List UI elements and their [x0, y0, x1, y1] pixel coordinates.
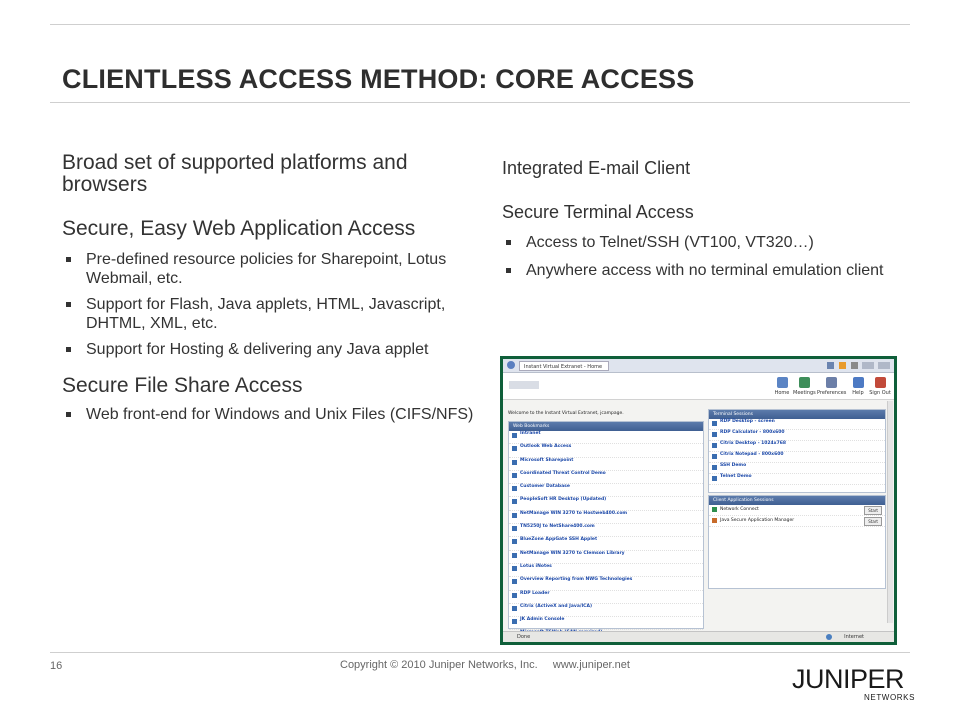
bookmark-link[interactable]: RDP Calculator - 800x600	[720, 430, 785, 435]
bullet-web-frontend: Web front-end for Windows and Unix Files (CIFS/NFS)	[62, 405, 481, 424]
copyright-text: Copyright © 2010 Juniper Networks, Inc. www.juniper.net	[340, 659, 630, 671]
bullet-marker	[66, 302, 71, 307]
terminal-session-row	[709, 430, 885, 441]
terminal-session-row	[709, 441, 885, 452]
feed-icon	[839, 362, 846, 369]
bookmark-row	[509, 564, 703, 577]
bookmark-icon	[512, 526, 517, 531]
bookmark-icon	[712, 476, 717, 481]
juniper-logo	[790, 658, 915, 704]
logo-wordmark: JUNIPER	[792, 664, 905, 694]
bookmark-icon	[512, 606, 517, 611]
bullet-marker	[66, 347, 71, 352]
bookmark-link[interactable]: NetManage WIN 3270 to Hostweb400.com	[520, 510, 628, 516]
client-app-row	[709, 505, 885, 516]
bookmark-link[interactable]: JK Admin Console	[520, 617, 565, 623]
browser-window	[503, 359, 894, 642]
left-heading-webapp: Secure, Easy Web Application Access	[62, 217, 416, 240]
bookmark-row	[509, 604, 703, 617]
bookmark-icon	[512, 446, 517, 451]
bullet-marker	[66, 412, 71, 417]
bookmark-icon	[712, 432, 717, 437]
bookmark-icon	[512, 433, 517, 438]
bullet-no-emulation: Anywhere access with no terminal emulation client	[502, 261, 886, 280]
home-nav-icon	[777, 377, 788, 388]
title-rule	[50, 102, 910, 103]
bookmark-icon	[712, 443, 717, 448]
start-button[interactable]: Start	[864, 517, 882, 526]
bookmark-icon	[512, 566, 517, 571]
bookmark-icon	[512, 579, 517, 584]
bookmark-row	[509, 484, 703, 497]
bookmark-link[interactable]: Citrix (ActiveX and Java/ICA)	[520, 603, 593, 609]
client-app-name[interactable]: Java Secure Application Manager	[720, 518, 795, 523]
bullet-resource-policies: Pre-defined resource policies for Sharepoint, Lotus Webmail, etc.	[62, 250, 466, 288]
bookmark-icon	[712, 454, 717, 459]
bookmark-link[interactable]: Overview Reporting from NWG Technologies	[520, 577, 633, 583]
bookmark-row	[509, 444, 703, 457]
bookmark-link[interactable]: NetManage WIN 3270 to Clemson Library	[520, 550, 625, 556]
footer-rule	[50, 652, 910, 653]
bookmark-link[interactable]: RDP Desktop - screen	[720, 419, 775, 424]
globe-icon	[826, 634, 832, 640]
slide-title: CLIENTLESS ACCESS METHOD: CORE ACCESS	[62, 64, 695, 94]
bookmark-icon	[512, 473, 517, 478]
client-app-row	[709, 516, 885, 527]
nav-meetings[interactable]: Meetings	[793, 377, 815, 396]
bookmark-link[interactable]: Intranet	[520, 431, 541, 436]
meetings-icon	[799, 377, 810, 388]
tools-menu-icon	[878, 362, 890, 369]
bookmark-icon	[512, 553, 517, 558]
terminal-sessions-panel	[708, 409, 886, 493]
bookmark-icon	[512, 593, 517, 598]
left-column	[62, 151, 474, 424]
client-apps-panel	[708, 495, 886, 589]
logo-subword: NETWORKS	[864, 693, 915, 702]
browser-tab[interactable]: Instant Virtual Extranet - Home	[519, 361, 609, 371]
bullet-marker	[506, 268, 511, 273]
bookmark-row	[509, 617, 703, 630]
scrollbar[interactable]	[887, 401, 893, 623]
bookmark-link[interactable]: RDP Loader	[520, 590, 550, 596]
bookmark-row	[509, 591, 703, 604]
bookmark-icon	[512, 486, 517, 491]
start-button[interactable]: Start	[864, 506, 882, 515]
bookmark-icon	[712, 421, 717, 426]
page-number: 16	[50, 660, 63, 672]
bookmark-link[interactable]: Citrix Notepad - 800x600	[720, 452, 784, 457]
bookmark-link[interactable]: Customer Database	[520, 484, 570, 490]
bookmark-icon	[512, 499, 517, 504]
bookmark-link[interactable]: PeopleSoft HR Desktop (Updated)	[520, 497, 607, 503]
bookmark-link[interactable]: Lotus iNotes	[520, 563, 552, 569]
right-heading-email: Integrated E-mail Client	[502, 158, 691, 178]
bookmark-link[interactable]: BlueZone AppGate SSH Applet	[520, 537, 598, 543]
browser-icon	[507, 361, 515, 369]
welcome-message: Welcome to the Instant Virtual Extranet, jcampage.	[508, 411, 624, 416]
web-bookmarks-list	[509, 431, 703, 642]
bookmark-link[interactable]: Microsoft Sharepoint	[520, 457, 574, 463]
terminal-session-row	[709, 474, 885, 485]
portal-header	[503, 373, 894, 400]
preferences-icon	[826, 377, 837, 388]
nav-preferences[interactable]: Preferences	[817, 377, 845, 396]
browser-status-bar: Done Internet	[503, 631, 894, 642]
left-heading-fileshare: Secure File Share Access	[62, 374, 303, 397]
help-icon	[853, 377, 864, 388]
bookmark-row	[509, 577, 703, 590]
bookmark-icon	[512, 539, 517, 544]
bookmark-row	[509, 458, 703, 471]
nav-help[interactable]: Help	[847, 377, 869, 396]
juniper-logo-small	[509, 381, 539, 389]
bookmark-row	[509, 551, 703, 564]
bookmark-row	[509, 537, 703, 550]
web-bookmarks-panel	[508, 421, 704, 629]
bookmark-icon	[512, 460, 517, 465]
home-icon	[827, 362, 834, 369]
portal-screenshot	[500, 356, 897, 645]
bookmark-link[interactable]: TN5250J to NetShare400.com	[520, 524, 595, 530]
bullet-marker	[506, 240, 511, 245]
terminal-sessions-list	[709, 419, 885, 485]
bullet-flash-support: Support for Flash, Java applets, HTML, Javascript, DHTML, XML, etc.	[62, 295, 476, 333]
bookmark-icon	[512, 513, 517, 518]
terminal-sessions-header: Terminal Sessions	[709, 410, 885, 419]
browser-tab-bar	[503, 359, 894, 373]
bookmark-link[interactable]: SSH Demo	[720, 463, 747, 468]
client-apps-header: Client Application Sessions	[709, 496, 885, 505]
bullet-telnet-ssh: Access to Telnet/SSH (VT100, VT320…)	[502, 233, 866, 252]
bookmark-icon	[512, 619, 517, 624]
bullet-marker	[66, 257, 71, 262]
nav-home[interactable]: Home	[771, 377, 793, 396]
terminal-session-row	[709, 463, 885, 474]
bookmark-row	[509, 511, 703, 524]
bookmark-row	[509, 431, 703, 444]
java-icon	[712, 518, 717, 523]
nav-sign-out[interactable]: Sign Out	[867, 377, 893, 396]
bookmark-link[interactable]: Coordinated Threat Control Demo	[520, 470, 606, 476]
bookmark-icon	[712, 465, 717, 470]
bookmark-row	[509, 471, 703, 484]
web-bookmarks-header: Web Bookmarks	[509, 422, 703, 431]
left-heading-platforms: Broad set of supported platforms and browsers	[62, 151, 408, 196]
network-connect-icon	[712, 507, 717, 512]
bullet-java-hosting: Support for Hosting & delivering any Java applet	[62, 340, 466, 359]
bookmark-link[interactable]: Telnet Demo	[720, 474, 752, 479]
print-icon	[851, 362, 858, 369]
bookmark-link[interactable]: Outlook Web Access	[520, 444, 572, 450]
bookmark-row	[509, 497, 703, 510]
terminal-session-row	[709, 419, 885, 430]
bookmark-link[interactable]: Citrix Desktop - 1024x768	[720, 441, 786, 446]
client-app-name[interactable]: Network Connect	[720, 507, 759, 512]
terminal-session-row	[709, 452, 885, 463]
top-rule	[50, 24, 910, 25]
page-menu-icon	[862, 362, 874, 369]
right-heading-terminal: Secure Terminal Access	[502, 202, 694, 222]
right-column	[502, 157, 902, 280]
sign-out-icon	[875, 377, 886, 388]
bookmark-row	[509, 524, 703, 537]
